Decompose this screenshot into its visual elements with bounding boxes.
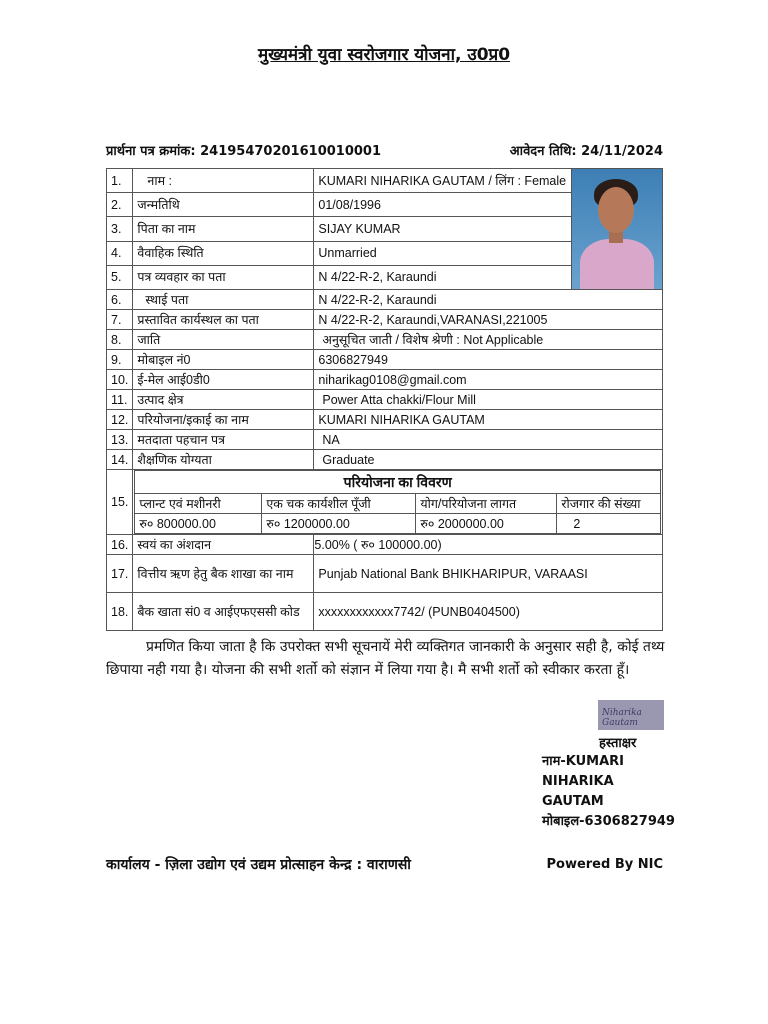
row-number: 3. [107,217,133,241]
row-number: 4. [107,241,133,265]
row-number: 13. [107,430,133,450]
page-title: मुख्यमंत्री युवा स्वरोजगार योजना, उ0प्र0 [257,45,511,65]
applicant-photo [572,169,662,289]
row-number: 17. [107,555,133,593]
column-header: प्लान्ट एवं मशीनरी [135,494,262,514]
project-details-cell [133,470,663,535]
row-number: 16. [107,535,133,555]
field-label: उत्पाद क्षेत्र [133,390,314,410]
table-row [107,430,663,450]
table-row [107,555,663,593]
table-row [107,310,663,330]
row-number: 11. [107,390,133,410]
application-number: प्रार्थना पत्र क्रमांक: 24195470201610010001 [106,144,382,159]
project-heading: परियोजना का विवरण [135,471,661,494]
field-value: KUMARI NIHARIKA GAUTAM / लिंग : Female [314,169,572,193]
row-number: 1. [107,169,133,193]
field-label: वैवाहिक स्थिति [133,241,314,265]
field-value: Graduate [314,450,663,470]
field-label: जन्मतिथि [133,193,314,217]
project-details-table [134,470,661,534]
table-row [107,593,663,631]
column-header: रोजगार की संख्या [557,494,661,514]
signer-mobile: मोबाइल-6306827949 [542,814,675,829]
powered-by: Powered By NIC [546,857,663,872]
field-label: मोबाइल नं0 [133,350,314,370]
field-label: ई-मेल आई0डी0 [133,370,314,390]
field-value: NA [314,430,663,450]
field-label: परियोजना/इकाई का नाम [133,410,314,430]
row-number: 10. [107,370,133,390]
table-row [107,169,663,193]
field-value: 6306827949 [314,350,663,370]
field-value: SIJAY KUMAR [314,217,572,241]
table-cell: रु० 2000000.00 [416,514,557,534]
table-row [107,450,663,470]
table-cell: रु० 1200000.00 [262,514,416,534]
signer-name-line: NIHARIKA [542,774,614,789]
table-row [107,330,663,350]
field-label: पत्र व्यवहार का पता [133,265,314,289]
signer-name-line: नाम-KUMARI [542,754,624,769]
row-number: 8. [107,330,133,350]
table-row [107,350,663,370]
field-value: अनुसूचित जाती / विशेष श्रेणी : Not Applicable [314,330,663,350]
field-value: N 4/22-R-2, Karaundi,VARANASI,221005 [314,310,663,330]
field-value: 01/08/1996 [314,193,572,217]
signature-label: हस्ताक्षर [599,736,637,751]
table-row-project [107,470,663,535]
row-number: 18. [107,593,133,631]
row-number: 5. [107,265,133,289]
field-value: niharikag0108@gmail.com [314,370,663,390]
signature-image: Niharika Gautam [598,700,664,730]
application-form-table [106,168,663,631]
field-label: शैक्षणिक योग्यता [133,450,314,470]
field-label: जाति [133,330,314,350]
row-number: 9. [107,350,133,370]
row-number: 12. [107,410,133,430]
row-number: 15. [107,470,133,535]
declaration-text: प्रमणित किया जाता है कि उपरोक्त सभी सूचनायें मेरी व्यक्तिगत जानकारी के अनुसार सही है, कोई तथ्य छिपाया नही गया है। योजना की सभी शर्तो को संज्ञान में लिया गया है। मै सभी शर्तो को स्वीकार करता हूँ। [106,639,665,678]
column-header: योग/परियोजना लागत [416,494,557,514]
signer-name-line: GAUTAM [542,794,604,809]
field-value: Unmarried [314,241,572,265]
table-cell: रु० 800000.00 [135,514,262,534]
field-label: मतदाता पहचान पत्र [133,430,314,450]
application-date: आवेदन तिथि: 24/11/2024 [509,144,663,159]
table-row [107,535,663,555]
table-row [107,370,663,390]
field-value: Power Atta chakki/Flour Mill [314,390,663,410]
field-value: Punjab National Bank BHIKHARIPUR, VARAASI [314,555,663,593]
table-cell: 2 [557,514,661,534]
field-label: वित्तीय ऋण हेतु बैक शाखा का नाम [133,555,314,593]
row-number: 14. [107,450,133,470]
field-label: नाम : [133,169,314,193]
field-value: N 4/22-R-2, Karaundi [314,290,663,310]
table-row [107,410,663,430]
table-row [107,390,663,410]
field-value: KUMARI NIHARIKA GAUTAM [314,410,663,430]
field-label: बैक खाता सं0 व आईएफएससी कोड [133,593,314,631]
table-row [107,290,663,310]
row-number: 2. [107,193,133,217]
field-value: N 4/22-R-2, Karaundi [314,265,572,289]
row-number: 6. [107,290,133,310]
field-label: पिता का नाम [133,217,314,241]
signer-details [542,752,675,832]
field-label: स्वयं का अंशदान [133,535,314,555]
field-value: xxxxxxxxxxxx7742/ (PUNB0404500) [314,593,663,631]
photo-cell [572,169,663,290]
office-footer: कार्यालय - ज़िला उद्योग एवं उद्यम प्रोत्साहन केन्द्र : वाराणसी [106,857,411,873]
field-label: स्थाई पता [133,290,314,310]
row-number: 7. [107,310,133,330]
column-header: एक चक कार्यशील पूँजी [262,494,416,514]
field-label: प्रस्तावित कार्यस्थल का पता [133,310,314,330]
field-value: 5.00% ( रु० 100000.00) [314,535,663,555]
